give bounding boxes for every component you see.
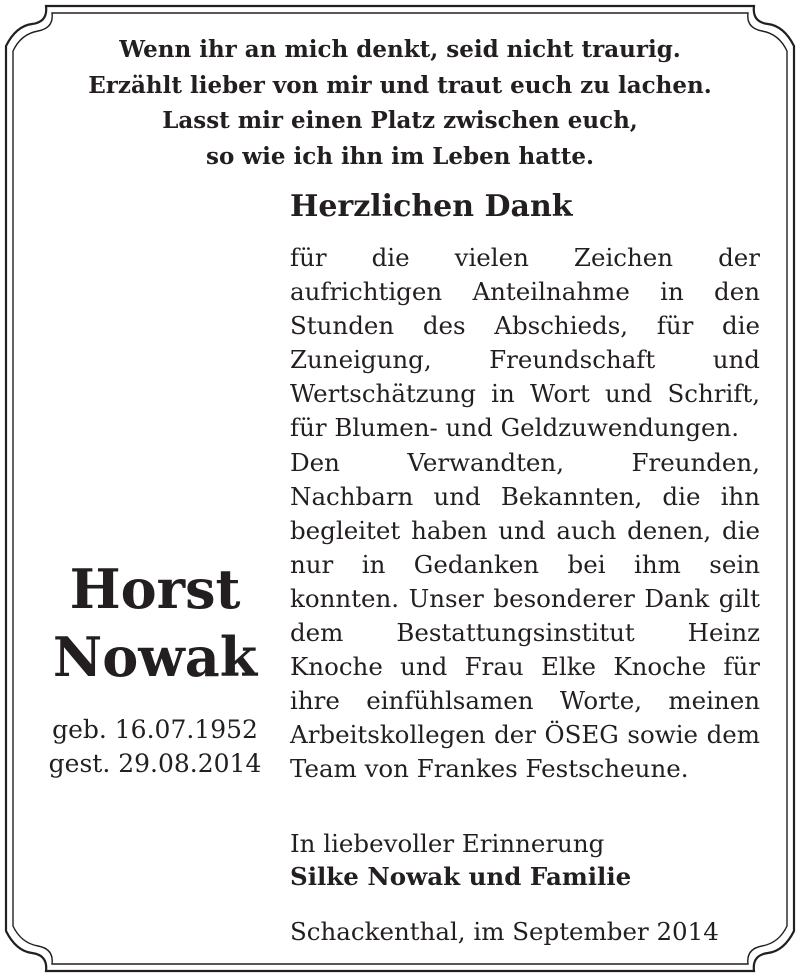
family-signature: Silke Nowak und Familie <box>290 861 632 891</box>
poem-line: Lasst mir einen Platz zwischen euch, <box>162 107 638 134</box>
thanks-paragraph: für die vielen Zeichen der aufrichtigen Anteilnahme in den Stunden des Abschieds, für die Zuneigung, Freundschaft und Wertschätzung in Wort und Schrift, für Blumen- und Geldzuwendungen. <box>290 243 760 443</box>
life-dates <box>40 713 270 781</box>
memorial-poem <box>40 32 760 174</box>
deceased-first-name: Horst <box>69 557 241 621</box>
closing-block <box>290 827 760 893</box>
place-date: Schackenthal, im September 2014 <box>290 916 719 946</box>
poem-line: so wie ich ihn im Leben hatte. <box>206 142 594 170</box>
thanks-heading: Herzlichen Dank <box>290 189 573 224</box>
poem-line: Erzählt lieber von mir und traut euch zu lachen. <box>88 71 712 99</box>
thanks-body <box>290 241 760 787</box>
poem-line: Wenn ihr an mich denkt, seid nicht traurig. <box>119 36 681 63</box>
deceased-info <box>40 555 270 781</box>
thanks-paragraph: Den Verwandten, Freunden, Nachbarn und Bekannten, die ihn begleitet haben und auch denen, die nur in Gedanken bei ihm sein konnten. Unser besonderer Dank gilt dem Bestattungsinstitut Heinz Knoche und Frau Elke Knoche für ihre einfühlsamen Worte, meinen Arbeitskollegen der ÖSEG sowie dem Team von Frankes Festscheune. <box>290 447 760 784</box>
death-date: gest. 29.08.2014 <box>48 749 262 778</box>
birth-date: geb. 16.07.1952 <box>52 715 258 744</box>
memory-line: In liebevoller Erinnerung <box>290 828 605 858</box>
thanks-section <box>290 186 760 948</box>
deceased-last-name: Nowak <box>52 625 258 689</box>
